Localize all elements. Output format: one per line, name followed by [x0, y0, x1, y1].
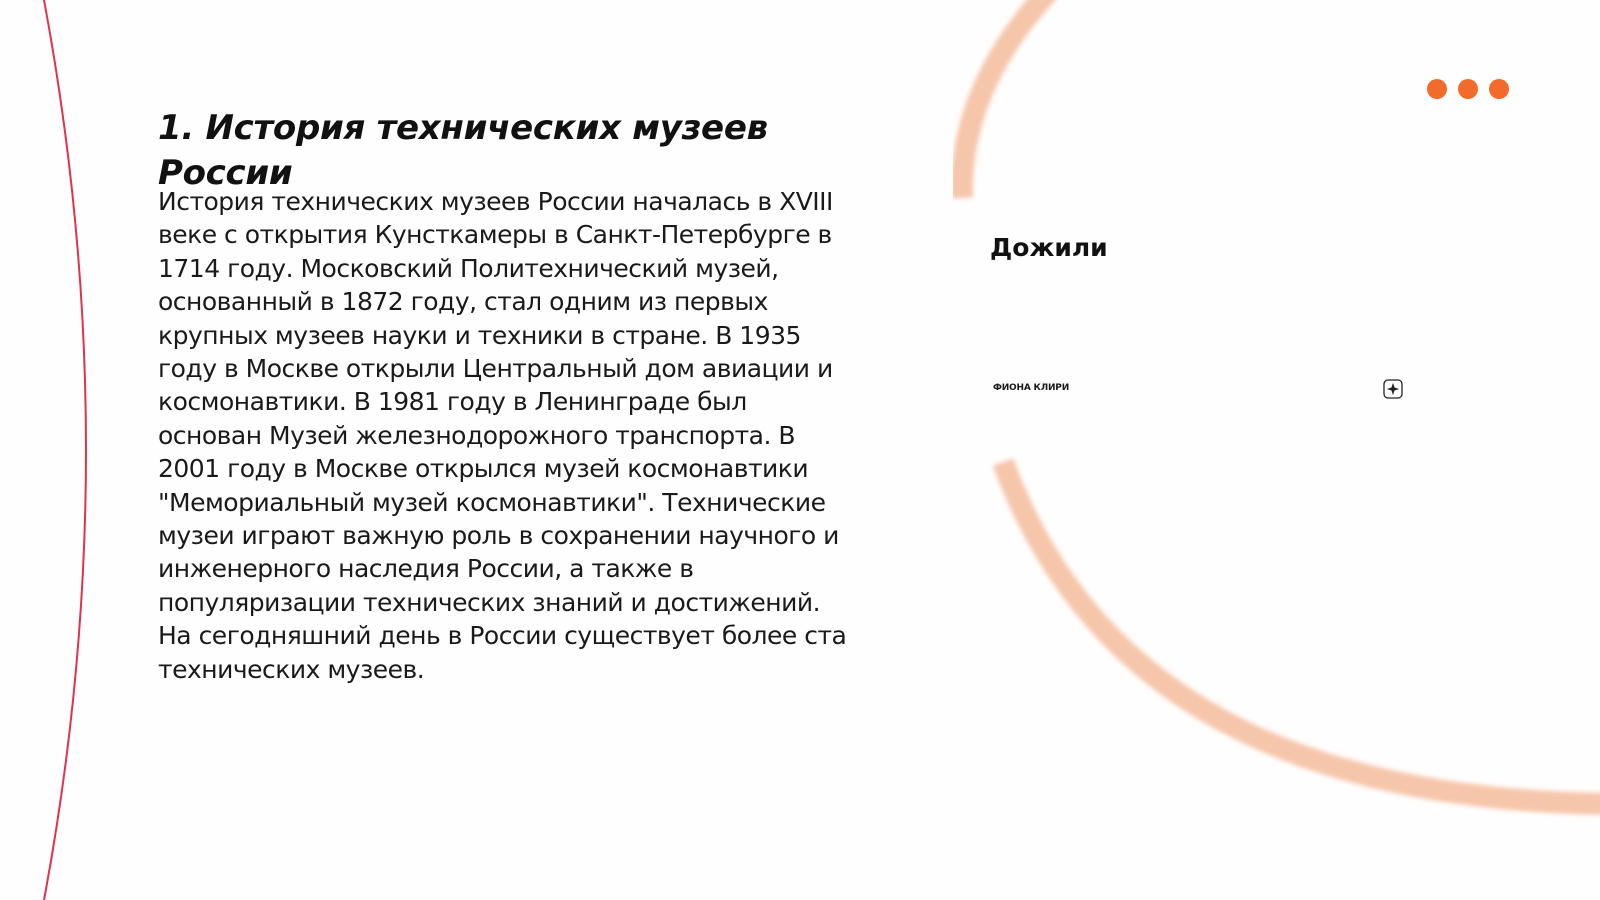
slide-body-text: История технических музеев России началась в XVIII веке с открытия Кунсткамеры в Санкт-Петербурге в 1714 году. Московский Политехнический музей, основанный в 1872 году, стал одним из первых крупных музеев науки и техники в стране. В 1935 году в Москве открыли Центральный дом авиации и космонавтики. В 1981 году в Ленинграде был основан Музей железнодорожного транспорта. В 2001 году в Москве открылся музей космонавтики "Мемориальный музей космонавтики". Технические музеи играют важную роль в сохранении научного и инженерного наследия России, а также в популяризации технических знаний и достижений. На сегодняшний день в России существует более ста технических музеев.: [158, 187, 847, 684]
menu-dot[interactable]: [1489, 79, 1509, 99]
card-author: ФИОНА КЛИРИ: [993, 383, 1070, 393]
decorative-arc-top: [962, 0, 1050, 198]
sparkle-icon[interactable]: [1383, 379, 1403, 399]
menu-dot[interactable]: [1427, 79, 1447, 99]
left-accent-line: [44, 0, 86, 900]
slide-title: 1. История технических музеев России: [158, 108, 768, 193]
decorative-arc-bottom: [1003, 462, 1600, 804]
more-dots-icon[interactable]: [1427, 79, 1509, 99]
menu-dot[interactable]: [1458, 79, 1478, 99]
card-title: Дожили: [990, 233, 1108, 262]
